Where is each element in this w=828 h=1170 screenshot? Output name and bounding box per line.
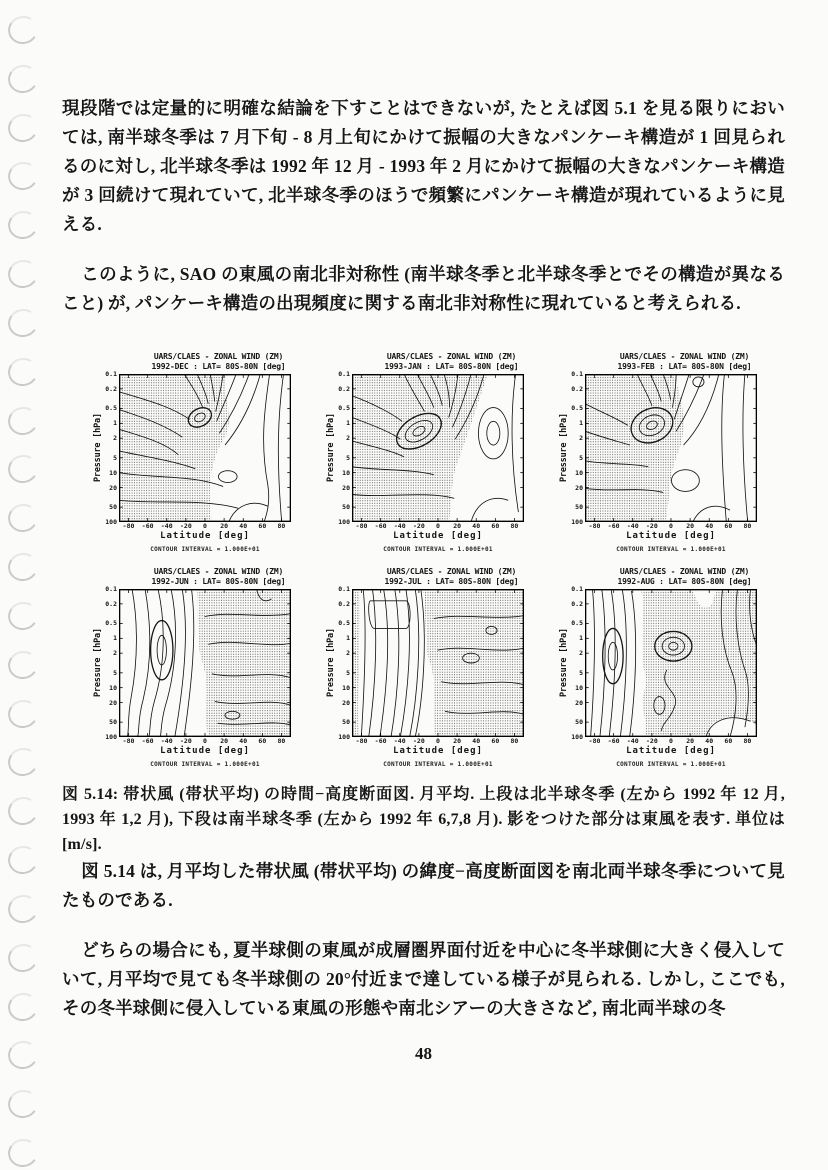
x-tick-label: -40 xyxy=(160,737,173,745)
x-axis-label: Latitude [deg] xyxy=(160,531,250,541)
binding-hole xyxy=(5,599,40,632)
y-tick-label: 2 xyxy=(113,434,117,443)
y-axis-label: Pressure [hPa] xyxy=(326,628,336,698)
y-tick-label: 0.2 xyxy=(338,599,350,608)
x-axis-ticks xyxy=(585,737,757,745)
x-tick-label: 0 xyxy=(669,737,673,745)
x-tick-label: 20 xyxy=(453,737,462,745)
contour-interval-note: CONTOUR INTERVAL = 1.000E+01 xyxy=(150,761,260,768)
binding-hole xyxy=(5,208,40,241)
x-axis-label: Latitude [deg] xyxy=(626,531,716,541)
y-tick-label: 1 xyxy=(113,419,117,428)
y-axis-ticks xyxy=(104,585,119,741)
x-axis-ticks xyxy=(119,522,291,530)
x-tick-label: -60 xyxy=(141,522,154,530)
x-tick-label: -80 xyxy=(588,737,601,745)
y-tick-label: 20 xyxy=(575,483,583,492)
binding-hole xyxy=(5,550,40,583)
y-tick-label: 5 xyxy=(579,668,583,677)
y-axis-label: Pressure [hPa] xyxy=(559,413,569,483)
x-tick-label: 40 xyxy=(472,737,481,745)
x-tick-label: 80 xyxy=(510,737,519,745)
x-tick-label: -20 xyxy=(180,522,192,530)
y-tick-label: 50 xyxy=(575,503,583,512)
binding-holes xyxy=(8,16,42,1167)
y-tick-label: 5 xyxy=(346,453,350,462)
y-tick-label: 0.2 xyxy=(105,599,117,608)
contour-canvas xyxy=(119,589,291,737)
x-tick-label: 0 xyxy=(436,737,440,745)
x-tick-label: -60 xyxy=(141,737,154,745)
y-tick-label: 10 xyxy=(342,683,350,692)
y-tick-label: 0.1 xyxy=(338,585,350,593)
paragraph-3: 図 5.14 は, 月平均した帯状風 (帯状平均) の緯度−高度断面図を南北両半球冬季について見たものである. xyxy=(62,861,785,910)
x-tick-label: -20 xyxy=(646,522,658,530)
x-tick-label: -40 xyxy=(393,737,406,745)
contour-canvas xyxy=(119,374,291,522)
plot-subtitle: 1993-JAN : LAT= 80S-80N [deg] xyxy=(384,362,519,371)
x-tick-label: 40 xyxy=(239,522,248,530)
paragraph-1: 現段階では定量的に明確な結論を下すことはできないが, たとえば図 5.1 を見る限りにおいては, 南半球冬季は 7 月下旬 - 8 月上旬にかけて振幅の大きなパンケーキ構造が 1 回見られるのに対し, 北半球冬季は 1992 年 12 月 - 1993 年 2 月にかけて振幅の大きなパンケーキ構造が 3 回続けて現れていて, 北半球冬季のほうで頻繁にパンケーキ構造が現れているように見える. xyxy=(62,98,785,234)
x-tick-label: 40 xyxy=(705,737,714,745)
y-tick-label: 0.1 xyxy=(105,585,117,593)
x-tick-label: 20 xyxy=(220,737,229,745)
contour-interval-note: CONTOUR INTERVAL = 1.000E+01 xyxy=(616,546,726,553)
binding-hole xyxy=(5,648,40,681)
y-tick-label: 10 xyxy=(575,683,583,692)
binding-hole xyxy=(5,501,40,534)
y-axis-label: Pressure [hPa] xyxy=(93,413,103,483)
binding-hole xyxy=(5,355,40,388)
contour-interval-note: CONTOUR INTERVAL = 1.000E+01 xyxy=(616,761,726,768)
x-tick-label: -80 xyxy=(588,522,601,530)
binding-hole xyxy=(5,990,40,1023)
x-tick-label: 60 xyxy=(724,522,733,530)
y-tick-label: 100 xyxy=(571,518,583,526)
y-tick-label: 2 xyxy=(579,649,583,658)
x-axis-ticks xyxy=(585,522,757,530)
y-tick-label: 0.1 xyxy=(571,585,583,593)
x-tick-label: 80 xyxy=(743,737,752,745)
plot-title: UARS/CLAES - ZONAL WIND (ZM) xyxy=(386,567,517,576)
x-tick-label: 40 xyxy=(472,522,481,530)
binding-hole xyxy=(5,794,40,827)
x-tick-label: 60 xyxy=(491,737,500,745)
y-tick-label: 5 xyxy=(579,453,583,462)
y-tick-label: 50 xyxy=(342,718,350,727)
y-tick-label: 20 xyxy=(109,698,117,707)
y-tick-label: 1 xyxy=(579,419,583,428)
plot-title: UARS/CLAES - ZONAL WIND (ZM) xyxy=(619,567,750,576)
x-tick-label: 60 xyxy=(258,737,267,745)
x-axis-label: Latitude [deg] xyxy=(393,746,483,756)
x-tick-label: -20 xyxy=(413,737,425,745)
x-axis-ticks xyxy=(119,737,291,745)
plot-subtitle: 1993-FEB : LAT= 80S-80N [deg] xyxy=(617,362,752,371)
x-axis-label: Latitude [deg] xyxy=(393,531,483,541)
x-tick-label: -40 xyxy=(393,522,406,530)
y-tick-label: 2 xyxy=(579,434,583,443)
x-tick-label: 60 xyxy=(491,522,500,530)
figure-caption: 図 5.14: 帯状風 (帯状平均) の時間−高度断面図. 月平均. 上段は北半球冬季 (左から 1992 年 12 月, 1993 年 1,2 月), 下段は南半球冬季 (左から 1992 年 6,7,8 月). 影をつけた部分は東風を表す. 単位は [m/s]. xyxy=(62,786,785,853)
plot-subtitle: 1992-JUL : LAT= 80S-80N [deg] xyxy=(384,577,519,586)
y-axis-label: Pressure [hPa] xyxy=(326,413,336,483)
binding-hole xyxy=(5,1136,40,1169)
contour-plot-grid xyxy=(92,352,785,768)
y-tick-label: 0.2 xyxy=(338,384,350,393)
x-tick-label: -40 xyxy=(626,737,639,745)
y-tick-label: 1 xyxy=(346,634,350,643)
x-tick-label: 80 xyxy=(277,522,286,530)
y-axis-label: Pressure [hPa] xyxy=(93,628,103,698)
x-tick-label: 20 xyxy=(686,522,695,530)
y-tick-label: 2 xyxy=(346,434,350,443)
contour-plot-1992-dec xyxy=(92,352,321,553)
y-tick-label: 100 xyxy=(338,518,350,526)
plot-subtitle: 1992-DEC : LAT= 80S-80N [deg] xyxy=(151,362,286,371)
contour-plot-1993-jan xyxy=(325,352,554,553)
binding-hole xyxy=(5,111,40,144)
x-tick-label: -20 xyxy=(646,737,658,745)
binding-hole xyxy=(5,62,40,95)
contour-plot-1992-jun xyxy=(92,567,321,768)
y-tick-label: 10 xyxy=(109,683,117,692)
plot-frame xyxy=(119,374,291,522)
x-tick-label: 0 xyxy=(436,522,440,530)
x-axis-label: Latitude [deg] xyxy=(626,746,716,756)
plot-title: UARS/CLAES - ZONAL WIND (ZM) xyxy=(153,567,284,576)
x-tick-label: -60 xyxy=(374,737,387,745)
x-tick-label: -60 xyxy=(607,737,620,745)
binding-hole xyxy=(5,453,40,486)
y-axis-ticks xyxy=(337,370,352,526)
y-tick-label: 5 xyxy=(113,453,117,462)
y-tick-label: 0.2 xyxy=(105,384,117,393)
x-axis-ticks xyxy=(352,737,524,745)
x-tick-label: -40 xyxy=(160,522,173,530)
contour-interval-note: CONTOUR INTERVAL = 1.000E+01 xyxy=(383,546,493,553)
plot-title: UARS/CLAES - ZONAL WIND (ZM) xyxy=(619,352,750,361)
y-tick-label: 0.5 xyxy=(105,619,117,628)
contour-plot-1992-aug xyxy=(558,567,787,768)
x-tick-label: -40 xyxy=(626,522,639,530)
x-tick-label: 20 xyxy=(453,522,462,530)
x-tick-label: 20 xyxy=(220,522,229,530)
x-tick-label: -20 xyxy=(180,737,192,745)
binding-hole xyxy=(5,404,40,437)
y-tick-label: 2 xyxy=(346,649,350,658)
y-tick-label: 20 xyxy=(342,698,350,707)
x-tick-label: 0 xyxy=(669,522,673,530)
x-tick-label: -20 xyxy=(413,522,425,530)
y-tick-label: 2 xyxy=(113,649,117,658)
y-tick-label: 0.5 xyxy=(105,404,117,413)
y-tick-label: 100 xyxy=(105,518,117,526)
x-tick-label: 80 xyxy=(510,522,519,530)
y-tick-label: 100 xyxy=(571,733,583,741)
contour-interval-note: CONTOUR INTERVAL = 1.000E+01 xyxy=(150,546,260,553)
binding-hole xyxy=(5,843,40,876)
y-tick-label: 5 xyxy=(113,668,117,677)
y-tick-label: 0.5 xyxy=(338,619,350,628)
y-tick-label: 50 xyxy=(109,718,117,727)
binding-hole xyxy=(5,746,40,779)
binding-hole xyxy=(5,13,40,46)
x-tick-label: 60 xyxy=(258,522,267,530)
x-tick-label: -80 xyxy=(355,737,368,745)
x-tick-label: 20 xyxy=(686,737,695,745)
y-axis-ticks xyxy=(570,585,585,741)
plot-title: UARS/CLAES - ZONAL WIND (ZM) xyxy=(386,352,517,361)
x-tick-label: 60 xyxy=(724,737,733,745)
y-axis-label: Pressure [hPa] xyxy=(559,628,569,698)
x-tick-label: -60 xyxy=(374,522,387,530)
figure-5-14 xyxy=(62,352,785,857)
plot-frame xyxy=(352,589,524,737)
contour-canvas xyxy=(352,589,524,737)
binding-hole xyxy=(5,306,40,339)
plot-frame xyxy=(119,589,291,737)
y-axis-ticks xyxy=(337,585,352,741)
binding-hole xyxy=(5,892,40,925)
x-axis-label: Latitude [deg] xyxy=(160,746,250,756)
y-tick-label: 100 xyxy=(105,733,117,741)
contour-interval-note: CONTOUR INTERVAL = 1.000E+01 xyxy=(383,761,493,768)
y-tick-label: 0.5 xyxy=(571,404,583,413)
contour-canvas xyxy=(585,589,757,737)
contour-plot-1993-feb xyxy=(558,352,787,553)
plot-subtitle: 1992-AUG : LAT= 80S-80N [deg] xyxy=(617,577,752,586)
plot-title: UARS/CLAES - ZONAL WIND (ZM) xyxy=(153,352,284,361)
binding-hole xyxy=(5,697,40,730)
binding-hole xyxy=(5,1039,40,1072)
y-tick-label: 20 xyxy=(575,698,583,707)
y-tick-label: 0.1 xyxy=(105,370,117,378)
contour-plot-1992-jul xyxy=(325,567,554,768)
y-tick-label: 0.2 xyxy=(571,384,583,393)
x-tick-label: 40 xyxy=(239,737,248,745)
y-tick-label: 5 xyxy=(346,668,350,677)
plot-frame xyxy=(585,589,757,737)
page-number: 48 xyxy=(415,1044,432,1063)
binding-hole xyxy=(5,941,40,974)
x-tick-label: 40 xyxy=(705,522,714,530)
y-tick-label: 0.5 xyxy=(571,619,583,628)
y-tick-label: 50 xyxy=(575,718,583,727)
x-tick-label: -60 xyxy=(607,522,620,530)
x-tick-label: 0 xyxy=(203,522,207,530)
y-tick-label: 100 xyxy=(338,733,350,741)
y-tick-label: 0.2 xyxy=(571,599,583,608)
y-tick-label: 50 xyxy=(342,503,350,512)
binding-hole xyxy=(5,257,40,290)
y-tick-label: 0.5 xyxy=(338,404,350,413)
plot-frame xyxy=(585,374,757,522)
y-tick-label: 10 xyxy=(109,468,117,477)
x-tick-label: -80 xyxy=(355,522,368,530)
x-axis-ticks xyxy=(352,522,524,530)
contour-canvas xyxy=(585,374,757,522)
binding-hole xyxy=(5,160,40,193)
plot-subtitle: 1992-JUN : LAT= 80S-80N [deg] xyxy=(151,577,286,586)
paragraph-2: このように, SAO の東風の南北非対称性 (南半球冬季と北半球冬季とでその構造が異なること) が, パンケーキ構造の出現頻度に関する南北非対称性に現れていると考えられる. xyxy=(62,264,785,313)
contour-canvas xyxy=(352,374,524,522)
y-tick-label: 0.1 xyxy=(571,370,583,378)
x-tick-label: 80 xyxy=(743,522,752,530)
plot-frame xyxy=(352,374,524,522)
y-tick-label: 50 xyxy=(109,503,117,512)
y-tick-label: 1 xyxy=(579,634,583,643)
x-tick-label: 80 xyxy=(277,737,286,745)
binding-hole xyxy=(5,1087,40,1120)
y-tick-label: 0.1 xyxy=(338,370,350,378)
y-tick-label: 1 xyxy=(346,419,350,428)
y-axis-ticks xyxy=(104,370,119,526)
page-content xyxy=(62,0,785,1064)
y-tick-label: 20 xyxy=(109,483,117,492)
x-tick-label: -80 xyxy=(122,522,135,530)
x-tick-label: -80 xyxy=(122,737,135,745)
y-tick-label: 10 xyxy=(342,468,350,477)
paragraph-4: どちらの場合にも, 夏半球側の東風が成層圏界面付近を中心に冬半球側に大きく侵入していて, 月平均で見ても冬半球側の 20°付近まで達している様子が見られる. しかし, ここでも, その冬半球側に侵入している東風の形態や南北シアーの大きさなど, 南北両半球の冬 xyxy=(62,940,785,1018)
x-tick-label: 0 xyxy=(203,737,207,745)
y-tick-label: 20 xyxy=(342,483,350,492)
y-axis-ticks xyxy=(570,370,585,526)
y-tick-label: 1 xyxy=(113,634,117,643)
y-tick-label: 10 xyxy=(575,468,583,477)
